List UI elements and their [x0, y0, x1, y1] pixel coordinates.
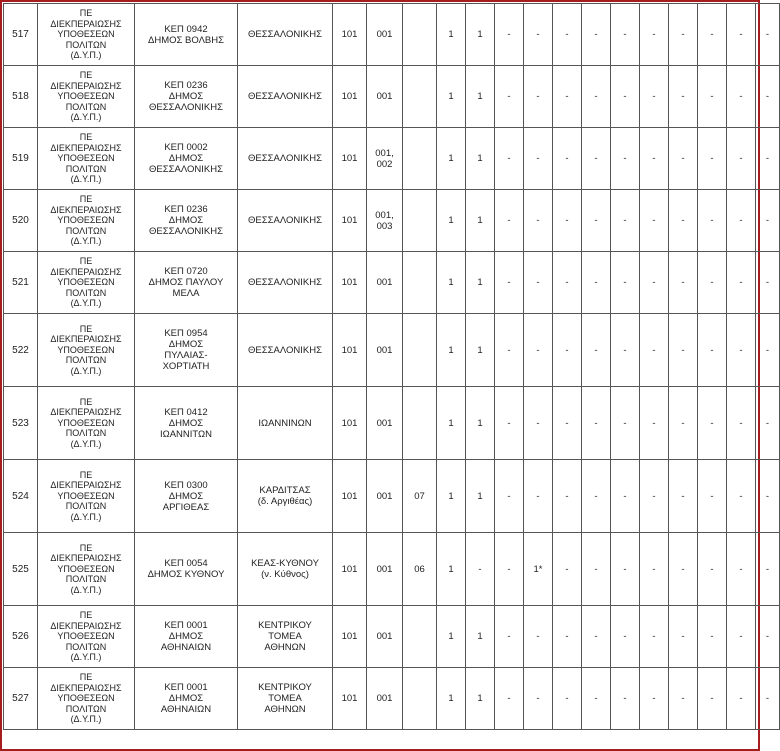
cell-c9: - [582, 460, 611, 533]
cell-c12: - [669, 533, 698, 606]
cell-c6: - [495, 252, 524, 314]
cell-c13: - [698, 314, 727, 387]
cell-c15: - [756, 252, 780, 314]
cell-c12: - [669, 252, 698, 314]
cell-c13: - [698, 460, 727, 533]
cell-c3: 07 [403, 460, 437, 533]
cell-unit: ΚΕΠ 0054 ΔΗΜΟΣ ΚΥΘΝΟΥ [135, 533, 238, 606]
cell-no: 525 [4, 533, 38, 606]
cell-c13: - [698, 606, 727, 668]
cell-c10: - [611, 4, 640, 66]
cell-c5: 1 [466, 460, 495, 533]
cell-c2: 001 [367, 4, 403, 66]
cell-c3 [403, 387, 437, 460]
cell-c4: 1 [437, 66, 466, 128]
cell-c1: 101 [333, 460, 367, 533]
cell-c8: - [553, 4, 582, 66]
cell-no: 524 [4, 460, 38, 533]
cell-c6: - [495, 314, 524, 387]
cell-c10: - [611, 460, 640, 533]
cell-c10: - [611, 533, 640, 606]
cell-c8: - [553, 387, 582, 460]
cell-c4: 1 [437, 252, 466, 314]
cell-c6: - [495, 4, 524, 66]
cell-region: ΘΕΣΣΑΛΟΝΙΚΗΣ [238, 4, 333, 66]
cell-c1: 101 [333, 533, 367, 606]
cell-c10: - [611, 668, 640, 730]
cell-c15: - [756, 314, 780, 387]
cell-c13: - [698, 190, 727, 252]
cell-c6: - [495, 387, 524, 460]
cell-c7: - [524, 4, 553, 66]
cell-no: 519 [4, 128, 38, 190]
cell-specialty: ΠΕ ΔΙΕΚΠΕΡΑΙΩΣΗΣ ΥΠΟΘΕΣΕΩΝ ΠΟΛΙΤΩΝ (Δ.Υ.Π.) [38, 4, 135, 66]
cell-unit: ΚΕΠ 0412 ΔΗΜΟΣ ΙΩΑΝΝΙΤΩΝ [135, 387, 238, 460]
cell-c13: - [698, 668, 727, 730]
cell-region: ΚΕΑΣ-ΚΥΘΝΟΥ (ν. Κύθνος) [238, 533, 333, 606]
cell-c9: - [582, 4, 611, 66]
cell-c14: - [727, 66, 756, 128]
cell-specialty: ΠΕ ΔΙΕΚΠΕΡΑΙΩΣΗΣ ΥΠΟΘΕΣΕΩΝ ΠΟΛΙΤΩΝ (Δ.Υ.Π.) [38, 252, 135, 314]
cell-region: ΙΩΑΝΝΙΝΩΝ [238, 387, 333, 460]
cell-c14: - [727, 252, 756, 314]
cell-c1: 101 [333, 252, 367, 314]
cell-c7: - [524, 606, 553, 668]
cell-specialty: ΠΕ ΔΙΕΚΠΕΡΑΙΩΣΗΣ ΥΠΟΘΕΣΕΩΝ ΠΟΛΙΤΩΝ (Δ.Υ.Π.) [38, 314, 135, 387]
cell-c9: - [582, 533, 611, 606]
cell-c3 [403, 314, 437, 387]
table-row [4, 387, 780, 460]
cell-c8: - [553, 460, 582, 533]
cell-c2: 001 [367, 606, 403, 668]
cell-c8: - [553, 66, 582, 128]
cell-c11: - [640, 252, 669, 314]
cell-c5: 1 [466, 128, 495, 190]
cell-c9: - [582, 128, 611, 190]
cell-c12: - [669, 668, 698, 730]
cell-c10: - [611, 190, 640, 252]
cell-c6: - [495, 128, 524, 190]
cell-c9: - [582, 387, 611, 460]
cell-c8: - [553, 668, 582, 730]
cell-c10: - [611, 387, 640, 460]
cell-c15: - [756, 460, 780, 533]
cell-c14: - [727, 668, 756, 730]
cell-c10: - [611, 314, 640, 387]
cell-c11: - [640, 668, 669, 730]
cell-c13: - [698, 533, 727, 606]
cell-c2: 001 [367, 252, 403, 314]
cell-unit: ΚΕΠ 0300 ΔΗΜΟΣ ΑΡΓΙΘΕΑΣ [135, 460, 238, 533]
cell-c2: 001 [367, 533, 403, 606]
cell-c15: - [756, 4, 780, 66]
cell-c2: 001 [367, 314, 403, 387]
cell-c1: 101 [333, 387, 367, 460]
cell-c13: - [698, 128, 727, 190]
cell-c13: - [698, 4, 727, 66]
cell-specialty: ΠΕ ΔΙΕΚΠΕΡΑΙΩΣΗΣ ΥΠΟΘΕΣΕΩΝ ΠΟΛΙΤΩΝ (Δ.Υ.Π.) [38, 128, 135, 190]
cell-c8: - [553, 252, 582, 314]
cell-c2: 001 [367, 460, 403, 533]
table-row [4, 190, 780, 252]
cell-region: ΘΕΣΣΑΛΟΝΙΚΗΣ [238, 314, 333, 387]
table-row [4, 314, 780, 387]
cell-region: ΘΕΣΣΑΛΟΝΙΚΗΣ [238, 66, 333, 128]
cell-c14: - [727, 4, 756, 66]
cell-c3 [403, 4, 437, 66]
cell-region: ΘΕΣΣΑΛΟΝΙΚΗΣ [238, 252, 333, 314]
cell-c7: - [524, 252, 553, 314]
cell-c6: - [495, 668, 524, 730]
table-row [4, 128, 780, 190]
cell-c2: 001 [367, 668, 403, 730]
cell-c7: - [524, 190, 553, 252]
cell-c3: 06 [403, 533, 437, 606]
cell-c7: - [524, 668, 553, 730]
cell-c12: - [669, 128, 698, 190]
cell-c15: - [756, 128, 780, 190]
cell-c6: - [495, 190, 524, 252]
cell-c4: 1 [437, 387, 466, 460]
cell-c15: - [756, 190, 780, 252]
cell-region: ΚΕΝΤΡΙΚΟΥ ΤΟΜΕΑ ΑΘΗΝΩΝ [238, 606, 333, 668]
cell-c3 [403, 252, 437, 314]
cell-specialty: ΠΕ ΔΙΕΚΠΕΡΑΙΩΣΗΣ ΥΠΟΘΕΣΕΩΝ ΠΟΛΙΤΩΝ (Δ.Υ.Π.) [38, 533, 135, 606]
cell-c3 [403, 66, 437, 128]
cell-c14: - [727, 314, 756, 387]
cell-c10: - [611, 606, 640, 668]
cell-c8: - [553, 314, 582, 387]
table-row [4, 252, 780, 314]
cell-c10: - [611, 66, 640, 128]
cell-unit: ΚΕΠ 0942 ΔΗΜΟΣ ΒΟΛΒΗΣ [135, 4, 238, 66]
cell-c14: - [727, 387, 756, 460]
cell-c1: 101 [333, 66, 367, 128]
cell-c11: - [640, 4, 669, 66]
cell-c5: 1 [466, 387, 495, 460]
cell-c11: - [640, 387, 669, 460]
cell-c4: 1 [437, 668, 466, 730]
cell-specialty: ΠΕ ΔΙΕΚΠΕΡΑΙΩΣΗΣ ΥΠΟΘΕΣΕΩΝ ΠΟΛΙΤΩΝ (Δ.Υ.Π.) [38, 460, 135, 533]
cell-c7: - [524, 66, 553, 128]
cell-c12: - [669, 606, 698, 668]
cell-c14: - [727, 128, 756, 190]
cell-c13: - [698, 387, 727, 460]
cell-c6: - [495, 533, 524, 606]
cell-c3 [403, 668, 437, 730]
cell-specialty: ΠΕ ΔΙΕΚΠΕΡΑΙΩΣΗΣ ΥΠΟΘΕΣΕΩΝ ΠΟΛΙΤΩΝ (Δ.Υ.Π.) [38, 668, 135, 730]
cell-c15: - [756, 387, 780, 460]
cell-c7: - [524, 460, 553, 533]
cell-c6: - [495, 606, 524, 668]
cell-c11: - [640, 128, 669, 190]
cell-c4: 1 [437, 190, 466, 252]
cell-c14: - [727, 190, 756, 252]
cell-c6: - [495, 460, 524, 533]
cell-c12: - [669, 4, 698, 66]
cell-c12: - [669, 190, 698, 252]
cell-c10: - [611, 128, 640, 190]
table-row [4, 4, 780, 66]
cell-c2: 001, 003 [367, 190, 403, 252]
cell-c15: - [756, 606, 780, 668]
cell-c3 [403, 128, 437, 190]
cell-no: 518 [4, 66, 38, 128]
cell-c12: - [669, 460, 698, 533]
cell-c9: - [582, 252, 611, 314]
cell-region: ΘΕΣΣΑΛΟΝΙΚΗΣ [238, 190, 333, 252]
cell-c8: - [553, 606, 582, 668]
cell-c9: - [582, 66, 611, 128]
table-row [4, 606, 780, 668]
cell-unit: ΚΕΠ 0001 ΔΗΜΟΣ ΑΘΗΝΑΙΩΝ [135, 606, 238, 668]
cell-specialty: ΠΕ ΔΙΕΚΠΕΡΑΙΩΣΗΣ ΥΠΟΘΕΣΕΩΝ ΠΟΛΙΤΩΝ (Δ.Υ.Π.) [38, 66, 135, 128]
cell-c12: - [669, 66, 698, 128]
cell-c5: 1 [466, 252, 495, 314]
cell-c3 [403, 606, 437, 668]
table-row [4, 460, 780, 533]
cell-c2: 001, 002 [367, 128, 403, 190]
cell-region: ΚΕΝΤΡΙΚΟΥ ΤΟΜΕΑ ΑΘΗΝΩΝ [238, 668, 333, 730]
cell-unit: ΚΕΠ 0954 ΔΗΜΟΣ ΠΥΛΑΙΑΣ- ΧΟΡΤΙΑΤΗ [135, 314, 238, 387]
cell-c2: 001 [367, 387, 403, 460]
cell-c1: 101 [333, 4, 367, 66]
table-row [4, 533, 780, 606]
table-row [4, 668, 780, 730]
cell-c11: - [640, 314, 669, 387]
cell-c9: - [582, 314, 611, 387]
cell-c14: - [727, 606, 756, 668]
cell-unit: ΚΕΠ 0236 ΔΗΜΟΣ ΘΕΣΣΑΛΟΝΙΚΗΣ [135, 66, 238, 128]
cell-c15: - [756, 533, 780, 606]
cell-c8: - [553, 533, 582, 606]
cell-c11: - [640, 190, 669, 252]
cell-c11: - [640, 66, 669, 128]
cell-c1: 101 [333, 668, 367, 730]
cell-c7: - [524, 128, 553, 190]
cell-c12: - [669, 314, 698, 387]
cell-c4: 1 [437, 314, 466, 387]
cell-c8: - [553, 190, 582, 252]
cell-c15: - [756, 66, 780, 128]
cell-c5: 1 [466, 314, 495, 387]
cell-c11: - [640, 460, 669, 533]
cell-region: ΘΕΣΣΑΛΟΝΙΚΗΣ [238, 128, 333, 190]
cell-c5: 1 [466, 606, 495, 668]
cell-c3 [403, 190, 437, 252]
cell-c7: - [524, 387, 553, 460]
cell-c4: 1 [437, 533, 466, 606]
cell-unit: ΚΕΠ 0002 ΔΗΜΟΣ ΘΕΣΣΑΛΟΝΙΚΗΣ [135, 128, 238, 190]
cell-region: ΚΑΡΔΙΤΣΑΣ (δ. Αργιθέας) [238, 460, 333, 533]
cell-no: 527 [4, 668, 38, 730]
cell-no: 522 [4, 314, 38, 387]
cell-c11: - [640, 606, 669, 668]
cell-c10: - [611, 252, 640, 314]
cell-c8: - [553, 128, 582, 190]
cell-c5: 1 [466, 190, 495, 252]
cell-c5: 1 [466, 668, 495, 730]
cell-c13: - [698, 252, 727, 314]
cell-c4: 1 [437, 460, 466, 533]
cell-unit: ΚΕΠ 0720 ΔΗΜΟΣ ΠΑΥΛΟΥ ΜΕΛΑ [135, 252, 238, 314]
cell-specialty: ΠΕ ΔΙΕΚΠΕΡΑΙΩΣΗΣ ΥΠΟΘΕΣΕΩΝ ΠΟΛΙΤΩΝ (Δ.Υ.Π.) [38, 190, 135, 252]
table-row [4, 66, 780, 128]
cell-c2: 001 [367, 66, 403, 128]
cell-c1: 101 [333, 190, 367, 252]
cell-no: 517 [4, 4, 38, 66]
cell-c1: 101 [333, 606, 367, 668]
cell-c4: 1 [437, 4, 466, 66]
cell-c13: - [698, 66, 727, 128]
cell-specialty: ΠΕ ΔΙΕΚΠΕΡΑΙΩΣΗΣ ΥΠΟΘΕΣΕΩΝ ΠΟΛΙΤΩΝ (Δ.Υ.Π.) [38, 606, 135, 668]
cell-c5: - [466, 533, 495, 606]
cell-no: 520 [4, 190, 38, 252]
cell-c6: - [495, 66, 524, 128]
cell-unit: ΚΕΠ 0001 ΔΗΜΟΣ ΑΘΗΝΑΙΩΝ [135, 668, 238, 730]
cell-c7: 1* [524, 533, 553, 606]
cell-c14: - [727, 533, 756, 606]
cell-c4: 1 [437, 606, 466, 668]
cell-c7: - [524, 314, 553, 387]
cell-c4: 1 [437, 128, 466, 190]
cell-c12: - [669, 387, 698, 460]
cell-c15: - [756, 668, 780, 730]
cell-specialty: ΠΕ ΔΙΕΚΠΕΡΑΙΩΣΗΣ ΥΠΟΘΕΣΕΩΝ ΠΟΛΙΤΩΝ (Δ.Υ.Π.) [38, 387, 135, 460]
cell-c5: 1 [466, 66, 495, 128]
cell-c11: - [640, 533, 669, 606]
cell-no: 521 [4, 252, 38, 314]
cell-c1: 101 [333, 128, 367, 190]
cell-c9: - [582, 190, 611, 252]
cell-c1: 101 [333, 314, 367, 387]
cell-c5: 1 [466, 4, 495, 66]
cell-c9: - [582, 668, 611, 730]
cell-unit: ΚΕΠ 0236 ΔΗΜΟΣ ΘΕΣΣΑΛΟΝΙΚΗΣ [135, 190, 238, 252]
cell-no: 526 [4, 606, 38, 668]
positions-table [3, 3, 780, 730]
cell-no: 523 [4, 387, 38, 460]
cell-c14: - [727, 460, 756, 533]
cell-c9: - [582, 606, 611, 668]
